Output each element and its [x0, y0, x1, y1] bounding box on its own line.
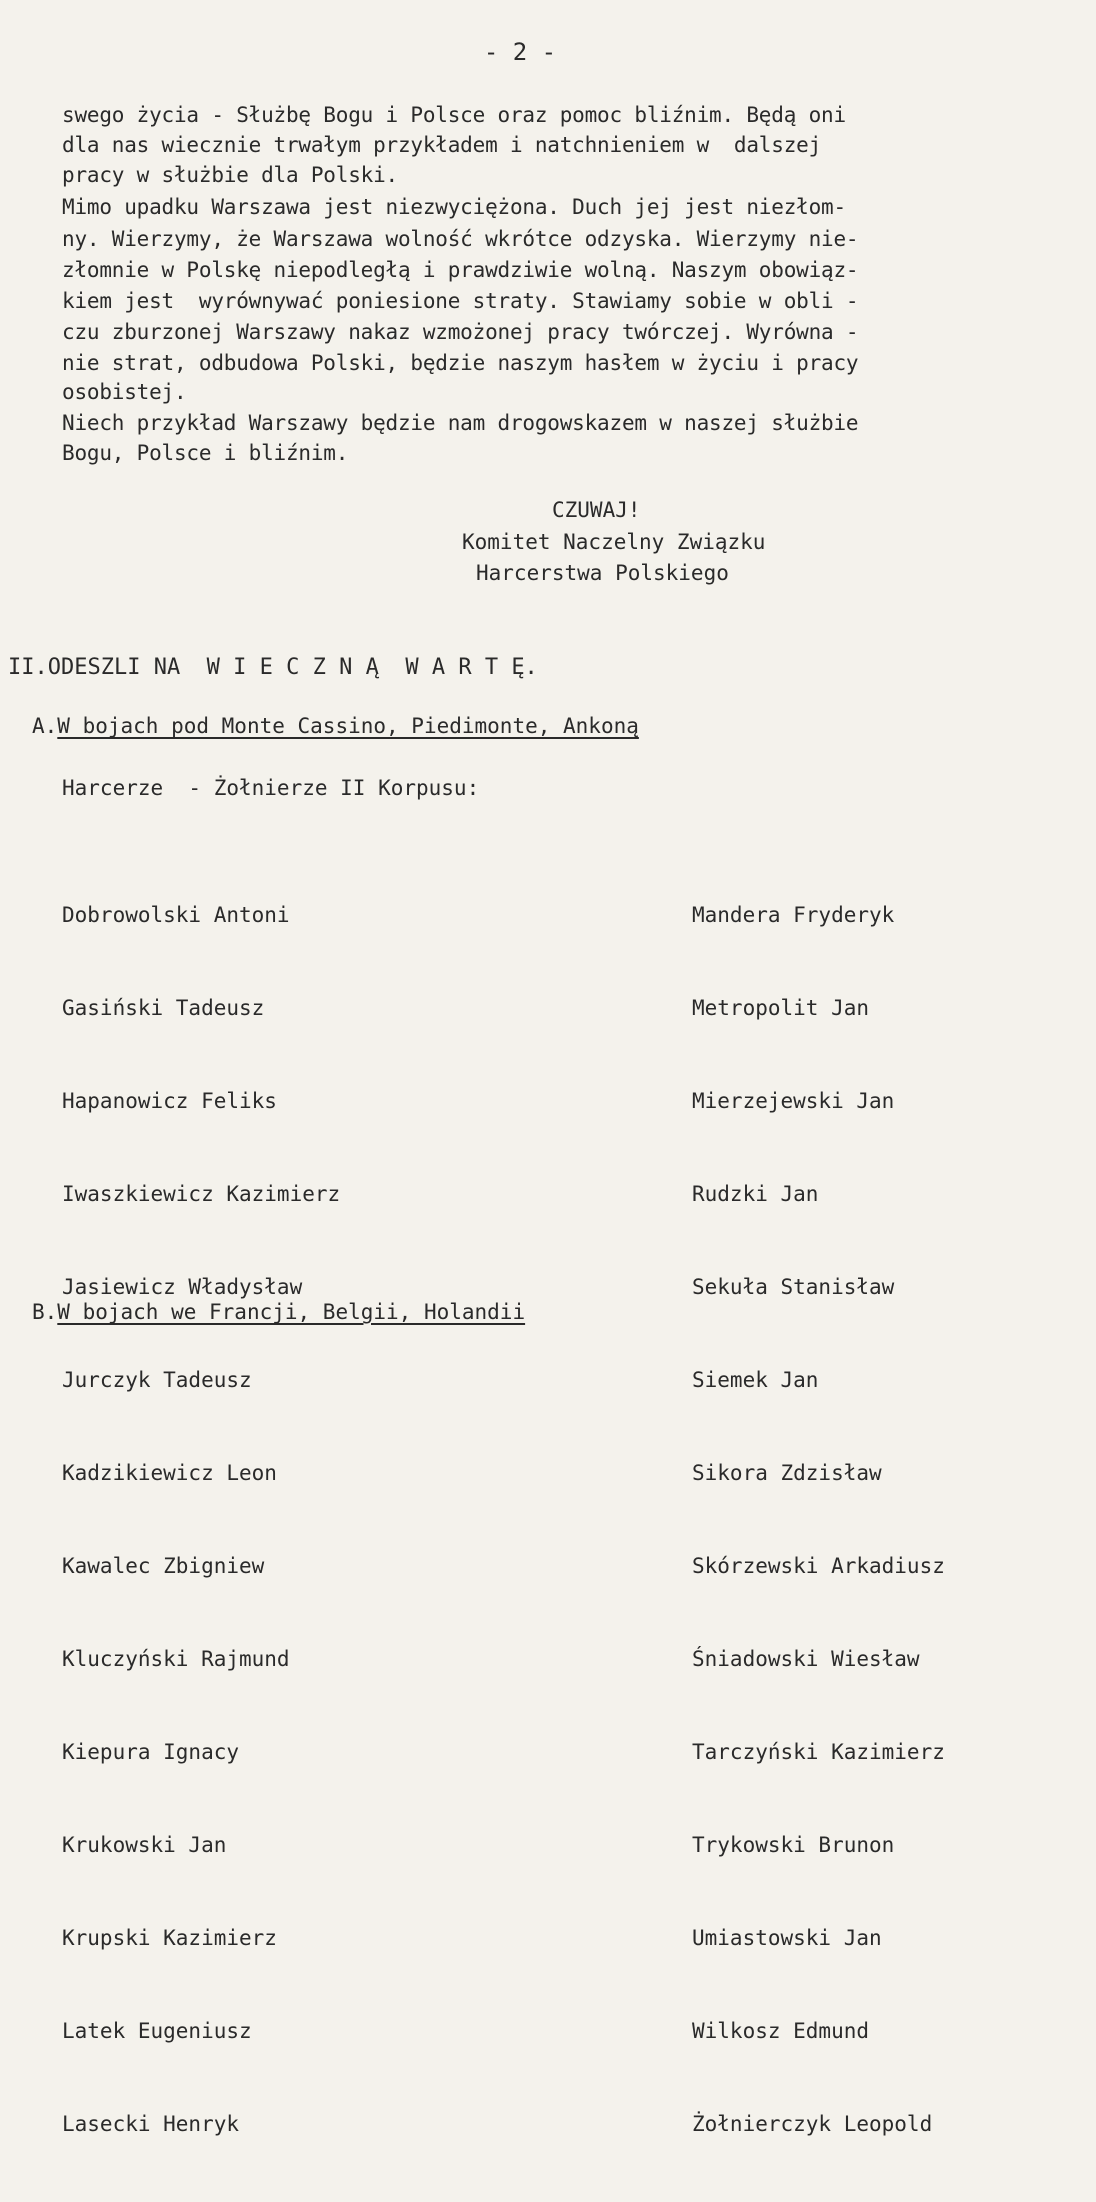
name-item: Krupski Kazimierz: [62, 1926, 277, 1950]
name-item: Śniadowski Wiesław: [692, 1647, 920, 1671]
name-item: Mandera Fryderyk: [692, 903, 895, 927]
subsection-heading-a: [32, 714, 639, 738]
name-item: Kawalec Zbigniew: [62, 1554, 265, 1578]
name-item: Jasiewicz Władysław: [62, 1275, 303, 1299]
name-item: Iwaszkiewicz Kazimierz: [62, 1182, 341, 1206]
paragraph-line: dla nas wiecznie trwałym przykładem i natchnieniem w dalszej: [62, 133, 822, 157]
name-item: Jurczyk Tadeusz: [62, 1368, 252, 1392]
names-right-column: [692, 838, 945, 2202]
paragraph-line: czu zburzonej Warszawy nakaz wzmożonej pracy twórczej. Wyrówna -: [62, 320, 859, 344]
name-item: Skórzewski Arkadiusz: [692, 1554, 945, 1578]
names-left-column: [62, 838, 340, 2202]
name-item: Hapanowicz Feliks: [62, 1089, 277, 1113]
name-item: Wilkosz Edmund: [692, 2019, 870, 2043]
intro-line: Harcerze - Żołnierze II Korpusu:: [62, 776, 480, 800]
name-item: Gasiński Tadeusz: [62, 996, 265, 1020]
name-item: Sikora Zdzisław: [692, 1461, 882, 1485]
page-number: - 2 -: [483, 38, 557, 66]
name-item: Latek Eugeniusz: [62, 2019, 252, 2043]
name-item: Tarczyński Kazimierz: [692, 1740, 945, 1764]
paragraph-line: osobistej.: [62, 380, 187, 404]
name-item: Żołnierczyk Leopold: [692, 2112, 933, 2136]
name-item: Kadzikiewicz Leon: [62, 1461, 277, 1485]
name-item: Dobrowolski Antoni: [62, 903, 290, 927]
name-item: Umiastowski Jan: [692, 1926, 882, 1950]
name-item: Siemek Jan: [692, 1368, 819, 1392]
paragraph-line: swego życia - Służbę Bogu i Polsce oraz pomoc bliźnim. Będą oni: [62, 103, 846, 127]
name-item: Trykowski Brunon: [692, 1833, 895, 1857]
name-item: Mierzejewski Jan: [692, 1089, 895, 1113]
paragraph-line: Niech przykład Warszawy będzie nam drogowskazem w naszej służbie: [62, 411, 859, 435]
name-item: Lasecki Henryk: [62, 2112, 240, 2136]
name-item: Kiepura Ignacy: [62, 1740, 240, 1764]
name-item: Sekuła Stanisław: [692, 1275, 895, 1299]
signature-line: Komitet Naczelny Związku: [462, 530, 766, 554]
subsection-title: W bojach pod Monte Cassino, Piedimonte, Ankoną: [57, 714, 639, 738]
section-heading: II.ODESZLI NA W I E C Z N Ą W A R T Ę.: [8, 655, 538, 680]
paragraph-line: pracy w służbie dla Polski.: [62, 163, 398, 187]
name-item: Metropolit Jan: [692, 996, 870, 1020]
name-item: Rudzki Jan: [692, 1182, 819, 1206]
paragraph-line: kiem jest wyrównywać poniesione straty. Stawiamy sobie w obli -: [62, 289, 859, 313]
signature-salute: CZUWAJ!: [552, 498, 641, 522]
name-item: Krukowski Jan: [62, 1833, 227, 1857]
subsection-letter: B.: [32, 1300, 58, 1324]
paragraph-line: ny. Wierzymy, że Warszawa wolność wkrótce odzyska. Wierzymy nie-: [62, 227, 859, 251]
signature-line: Harcerstwa Polskiego: [476, 561, 729, 585]
paragraph-line: nie strat, odbudowa Polski, będzie naszym hasłem w życiu i pracy: [62, 351, 859, 375]
paragraph-line: Bogu, Polsce i bliźnim.: [62, 441, 349, 465]
paragraph-line: Mimo upadku Warszawa jest niezwyciężona. Duch jej jest niezłom-: [62, 195, 846, 219]
subsection-title: W bojach we Francji, Belgii, Holandii: [57, 1300, 526, 1324]
name-item: Kluczyński Rajmund: [62, 1647, 290, 1671]
subsection-heading-b: [32, 1300, 525, 1324]
paragraph-line: złomnie w Polskę niepodległą i prawdziwie wolną. Naszym obowiąz-: [62, 258, 859, 282]
subsection-letter: A.: [32, 714, 58, 738]
